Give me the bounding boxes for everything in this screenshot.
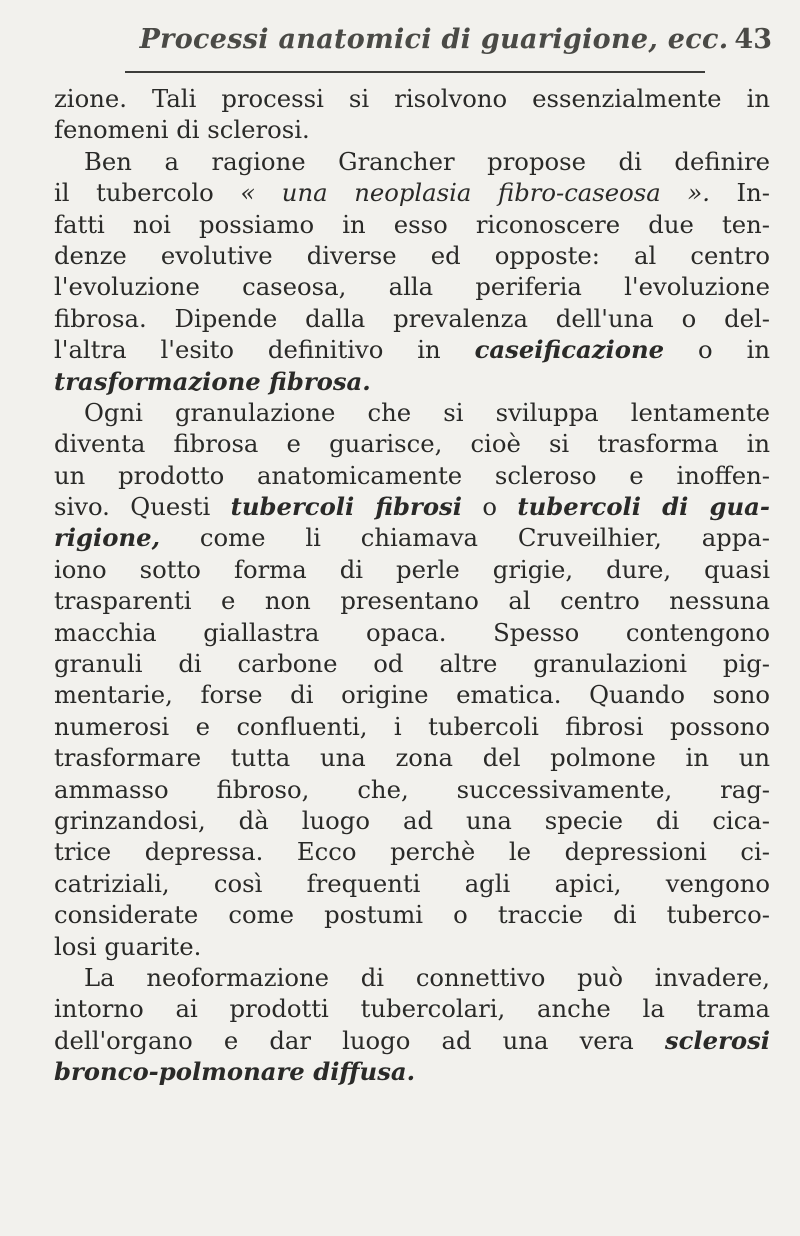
- text-line: [54, 774, 770, 805]
- text-line: [54, 993, 770, 1024]
- text-line: [54, 397, 770, 428]
- text-run: come li chiamava Cruveilhier, appa-: [160, 523, 770, 553]
- text-line: [54, 962, 770, 993]
- italic-run: tubercoli fibrosi: [230, 492, 462, 522]
- text-run: fibrosa. Dipende dalla prevalenza dell'una o del-: [54, 303, 770, 333]
- page-number: 43: [734, 24, 772, 55]
- text-line: [54, 240, 770, 271]
- text-line: [54, 1025, 770, 1056]
- text-run: un prodotto anatomicamente scleroso e inoffen-: [54, 460, 770, 490]
- italic-run: rigione,: [54, 523, 161, 553]
- text-run: fatti noi possiamo in esso riconoscere due ten-: [54, 209, 770, 239]
- text-line: [54, 177, 770, 208]
- text-run: fenomeni di sclerosi.: [54, 115, 310, 145]
- text-run: grinzandosi, dà luogo ad una specie di cica-: [54, 805, 770, 835]
- text-line: [54, 679, 770, 710]
- text-run: Ben a ragione Grancher propose di definire: [84, 146, 770, 176]
- text-run: o in: [664, 335, 770, 365]
- header-rule: [125, 71, 705, 73]
- text-run: granuli di carbone od altre granulazioni pig-: [54, 649, 770, 679]
- italic-run: bronco-polmonare diffusa.: [54, 1057, 416, 1087]
- text-line: [54, 522, 770, 553]
- running-title: Processi anatomici di guarigione, ecc.: [139, 24, 729, 55]
- text-run: macchia giallastra opaca. Spesso contengono: [54, 617, 770, 647]
- text-line: [54, 711, 770, 742]
- text-line: [54, 1056, 770, 1087]
- text-line: [54, 836, 770, 867]
- text-run: catriziali, così frequenti agli apici, vengono: [54, 868, 770, 898]
- text-line: [54, 491, 770, 522]
- text-run: Ogni granulazione che si sviluppa lentamente: [84, 397, 770, 427]
- text-line: [54, 83, 770, 114]
- text-line: [54, 334, 770, 365]
- text-line: [54, 366, 770, 397]
- text-run: losi guarite.: [54, 931, 202, 961]
- text-run: intorno ai prodotti tubercolari, anche la trama: [54, 994, 770, 1024]
- text-run: o: [461, 492, 518, 522]
- text-run: zione. Tali processi si risolvono essenzialmente in: [54, 84, 770, 113]
- text-line: [54, 805, 770, 836]
- text-run: iono sotto forma di perle grigie, dure, quasi: [54, 554, 770, 584]
- text-run: diventa fibrosa e guarisce, cioè si trasforma in: [54, 429, 770, 459]
- italic-run: « una neoplasia fibro-caseosa ».: [240, 178, 710, 208]
- text-run: considerate come postumi o traccie di tuberco-: [54, 900, 770, 930]
- italic-run: sclerosi: [664, 1025, 770, 1055]
- text-run: l'altra l'esito definitivo in: [54, 335, 475, 365]
- text-run: In-: [709, 178, 770, 208]
- text-run: trice depressa. Ecco perchè le depressioni ci-: [54, 837, 770, 867]
- italic-run: tubercoli di gua-: [517, 492, 771, 522]
- text-run: trasparenti e non presentano al centro nessuna: [54, 586, 770, 616]
- text-run: mentarie, forse di origine ematica. Quando sono: [54, 680, 770, 710]
- text-run: sivo. Questi: [54, 492, 231, 522]
- text-line: [54, 617, 770, 648]
- page-header: [96, 24, 772, 64]
- italic-run: caseificazione: [474, 335, 665, 365]
- text-line: [54, 428, 770, 459]
- text-line: [54, 585, 770, 616]
- text-line: [54, 899, 770, 930]
- italic-run: trasformazione fibrosa.: [54, 366, 371, 396]
- text-run: denze evolutive diverse ed opposte: al centro: [54, 240, 770, 270]
- text-line: [54, 303, 770, 334]
- text-run: numerosi e confluenti, i tubercoli fibrosi possono: [54, 711, 770, 741]
- text-line: [54, 114, 770, 145]
- text-line: [54, 209, 770, 240]
- text-line: [54, 931, 770, 962]
- text-run: ammasso fibroso, che, successivamente, rag-: [54, 774, 770, 804]
- text-line: [54, 868, 770, 899]
- body-text: [54, 83, 770, 1088]
- text-line: [54, 648, 770, 679]
- text-line: [54, 742, 770, 773]
- text-line: [54, 271, 770, 302]
- text-run: l'evoluzione caseosa, alla periferia l'evoluzione: [54, 272, 770, 302]
- text-run: dell'organo e dar luogo ad una vera: [54, 1025, 665, 1055]
- text-run: La neoformazione di connettivo può invadere,: [84, 962, 770, 992]
- text-line: [54, 554, 770, 585]
- text-run: il tubercolo: [54, 178, 241, 208]
- text-run: trasformare tutta una zona del polmone in un: [54, 743, 770, 773]
- text-line: [54, 146, 770, 177]
- text-line: [54, 460, 770, 491]
